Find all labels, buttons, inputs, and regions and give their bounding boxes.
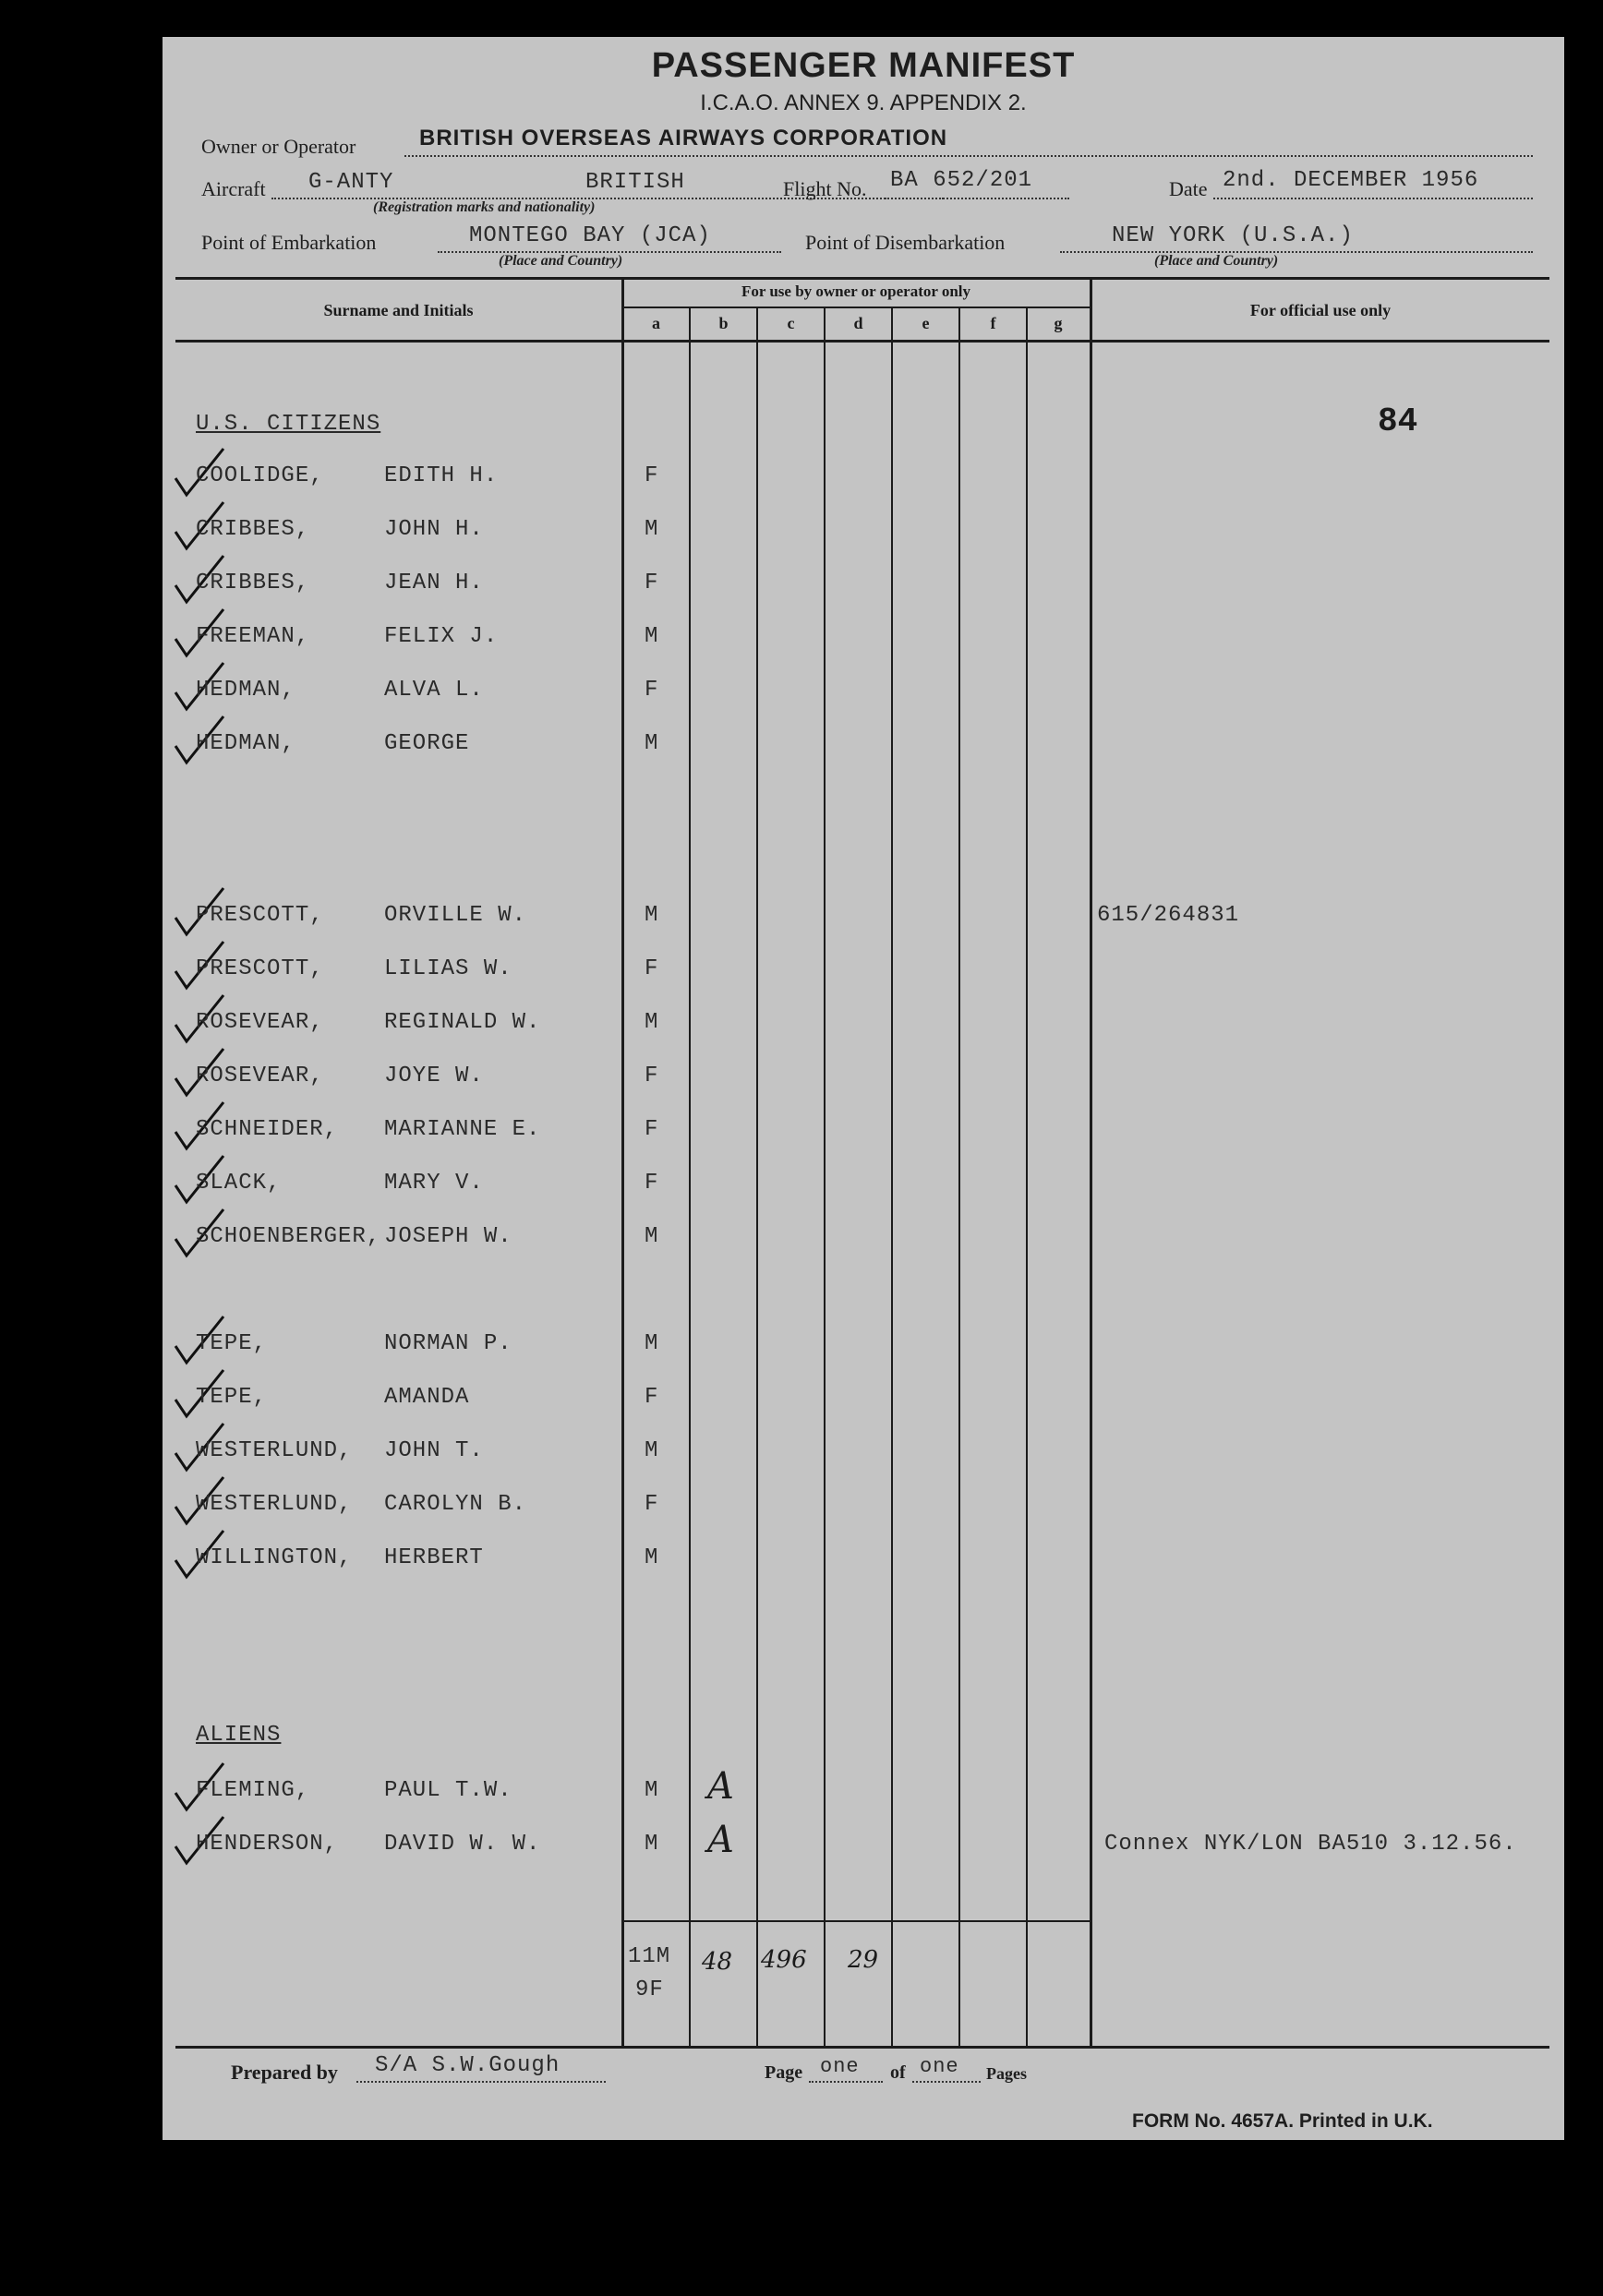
embarkation-value: MONTEGO BAY (JCA) xyxy=(469,223,711,248)
passenger-sex: M xyxy=(645,1832,659,1857)
passenger-sex: M xyxy=(645,903,659,928)
total-col-b: 48 xyxy=(702,1948,733,1976)
table-header-rule xyxy=(175,340,1549,343)
owner-use-subrule xyxy=(622,307,1090,308)
date-value: 2nd. DECEMBER 1956 xyxy=(1223,168,1479,193)
passenger-given-names: AMANDA xyxy=(384,1385,470,1410)
passenger-sex: F xyxy=(645,1385,659,1410)
passenger-given-names: LILIAS W. xyxy=(384,956,512,981)
passenger-surname: ROSEVEAR, xyxy=(196,1010,324,1035)
column-divider xyxy=(1090,277,1092,2046)
passenger-sex: M xyxy=(645,517,659,542)
col-c-header: c xyxy=(787,314,795,332)
manifest-page xyxy=(163,37,1564,2140)
passenger-given-names: MARY V. xyxy=(384,1171,484,1196)
of-value: one xyxy=(920,2055,959,2078)
passenger-surname: FLEMING, xyxy=(196,1778,310,1803)
passenger-given-names: JOYE W. xyxy=(384,1064,484,1088)
owner-use-column-header: For use by owner or operator only xyxy=(741,282,971,300)
prepared-by-label: Prepared by xyxy=(231,2061,338,2084)
section-us-citizens: U.S. CITIZENS xyxy=(196,412,381,437)
of-dotted-line xyxy=(912,2081,981,2083)
passenger-surname: FREEMAN, xyxy=(196,624,310,649)
official-page-number: 84 xyxy=(1378,403,1418,440)
col-a-header: a xyxy=(652,314,660,332)
passenger-given-names: GEORGE xyxy=(384,731,470,756)
page-dotted-line xyxy=(809,2081,883,2083)
totals-top-rule xyxy=(622,1920,1090,1922)
passenger-given-names: JOSEPH W. xyxy=(384,1224,512,1249)
column-divider xyxy=(621,277,624,2046)
passenger-surname: ROSEVEAR, xyxy=(196,1064,324,1088)
form-number: FORM No. 4657A. Printed in U.K. xyxy=(1132,2110,1433,2132)
passenger-given-names: HERBERT xyxy=(384,1545,484,1570)
passenger-sex: M xyxy=(645,624,659,649)
passenger-surname: WESTERLUND, xyxy=(196,1492,353,1517)
manifest-title: PASSENGER MANIFEST xyxy=(651,46,1076,85)
passenger-surname: WESTERLUND, xyxy=(196,1438,353,1463)
passenger-sex: F xyxy=(645,678,659,703)
passenger-surname: TEPE, xyxy=(196,1385,268,1410)
col-f-header: f xyxy=(990,314,996,332)
passenger-given-names: EDITH H. xyxy=(384,463,499,488)
owner-dotted-line xyxy=(404,155,1533,157)
passenger-surname: TEPE, xyxy=(196,1331,268,1356)
prepared-by-dotted-line xyxy=(356,2081,606,2083)
disembarkation-note: (Place and Country) xyxy=(1154,253,1279,269)
passenger-surname: SLACK, xyxy=(196,1171,282,1196)
passenger-surname: PRESCOTT, xyxy=(196,956,324,981)
passenger-sex: M xyxy=(645,1331,659,1356)
date-label: Date xyxy=(1169,177,1208,200)
flight-dotted-line xyxy=(885,198,1069,199)
passenger-surname: SCHNEIDER, xyxy=(196,1117,339,1142)
table-bottom-rule xyxy=(175,2046,1549,2049)
aircraft-note: (Registration marks and nationality) xyxy=(373,199,596,215)
total-males: 11M xyxy=(628,1944,671,1969)
table-top-rule xyxy=(175,277,1549,280)
owner-value: BRITISH OVERSEAS AIRWAYS CORPORATION xyxy=(419,126,948,150)
disembarkation-label: Point of Disembarkation xyxy=(805,231,1006,254)
passenger-given-names: REGINALD W. xyxy=(384,1010,541,1035)
passenger-surname: SCHOENBERGER, xyxy=(196,1224,381,1249)
passenger-sex: M xyxy=(645,1545,659,1570)
official-use-entry: 615/264831 xyxy=(1097,903,1240,928)
section-aliens: ALIENS xyxy=(196,1723,282,1748)
passenger-surname: HENDERSON, xyxy=(196,1832,339,1857)
passenger-sex: F xyxy=(645,1064,659,1088)
passenger-sex: M xyxy=(645,1438,659,1463)
passenger-surname: WILLINGTON, xyxy=(196,1545,353,1570)
aircraft-registration: G-ANTY xyxy=(308,170,394,195)
page-value: one xyxy=(820,2055,860,2078)
passenger-given-names: PAUL T.W. xyxy=(384,1778,512,1803)
passenger-given-names: DAVID W. W. xyxy=(384,1832,541,1857)
col-e-header: e xyxy=(922,314,930,332)
passenger-sex: F xyxy=(645,1171,659,1196)
disembarkation-dotted-line xyxy=(1060,251,1533,253)
col-g-header: g xyxy=(1054,314,1063,332)
pages-label: Pages xyxy=(986,2064,1027,2083)
column-divider xyxy=(756,307,758,2046)
passenger-given-names: JOHN H. xyxy=(384,517,484,542)
owner-label: Owner or Operator xyxy=(201,135,356,158)
passenger-sex: F xyxy=(645,571,659,595)
passenger-sex: M xyxy=(645,1010,659,1035)
date-dotted-line xyxy=(1213,198,1533,199)
passenger-sex: F xyxy=(645,463,659,488)
column-divider xyxy=(689,307,691,2046)
page-label: Page xyxy=(765,2062,803,2083)
passenger-surname: CRIBBES, xyxy=(196,517,310,542)
total-col-c: 496 xyxy=(761,1946,807,1974)
flight-number: BA 652/201 xyxy=(890,168,1033,193)
official-use-entry: Connex NYK/LON BA510 3.12.56. xyxy=(1104,1832,1517,1857)
passenger-given-names: ORVILLE W. xyxy=(384,903,527,928)
passenger-sex: M xyxy=(645,731,659,756)
embarkation-note: (Place and Country) xyxy=(499,253,623,269)
column-divider xyxy=(891,307,893,2046)
manifest-subtitle: I.C.A.O. ANNEX 9. APPENDIX 2. xyxy=(700,90,1027,115)
prepared-by-value: S/A S.W.Gough xyxy=(375,2053,560,2078)
passenger-sex: F xyxy=(645,956,659,981)
aircraft-nationality: BRITISH xyxy=(585,170,685,195)
column-divider xyxy=(958,307,960,2046)
passenger-given-names: CAROLYN B. xyxy=(384,1492,527,1517)
col-b-header: b xyxy=(718,314,729,332)
alien-mark: A xyxy=(707,1765,734,1808)
passenger-given-names: JEAN H. xyxy=(384,571,484,595)
passenger-given-names: MARIANNE E. xyxy=(384,1117,541,1142)
of-label: of xyxy=(890,2062,906,2083)
embarkation-label: Point of Embarkation xyxy=(201,231,377,254)
surname-column-header: Surname and Initials xyxy=(323,301,474,319)
passenger-surname: PRESCOTT, xyxy=(196,903,324,928)
total-col-d: 29 xyxy=(848,1946,879,1974)
passenger-sex: F xyxy=(645,1117,659,1142)
passenger-surname: HEDMAN, xyxy=(196,678,295,703)
column-divider xyxy=(824,307,826,2046)
passenger-sex: M xyxy=(645,1778,659,1803)
column-divider xyxy=(1026,307,1028,2046)
passenger-surname: CRIBBES, xyxy=(196,571,310,595)
official-use-column-header: For official use only xyxy=(1249,301,1392,319)
passenger-sex: F xyxy=(645,1492,659,1517)
passenger-given-names: NORMAN P. xyxy=(384,1331,512,1356)
total-females: 9F xyxy=(635,1977,664,2002)
disembarkation-value: NEW YORK (U.S.A.) xyxy=(1112,223,1354,248)
aircraft-label: Aircraft xyxy=(201,177,266,200)
passenger-given-names: ALVA L. xyxy=(384,678,484,703)
passenger-surname: COOLIDGE, xyxy=(196,463,324,488)
passenger-sex: M xyxy=(645,1224,659,1249)
passenger-given-names: JOHN T. xyxy=(384,1438,484,1463)
passenger-given-names: FELIX J. xyxy=(384,624,499,649)
col-d-header: d xyxy=(853,314,863,332)
alien-mark: A xyxy=(707,1819,734,1861)
passenger-surname: HEDMAN, xyxy=(196,731,295,756)
flight-label: Flight No. xyxy=(783,177,867,200)
